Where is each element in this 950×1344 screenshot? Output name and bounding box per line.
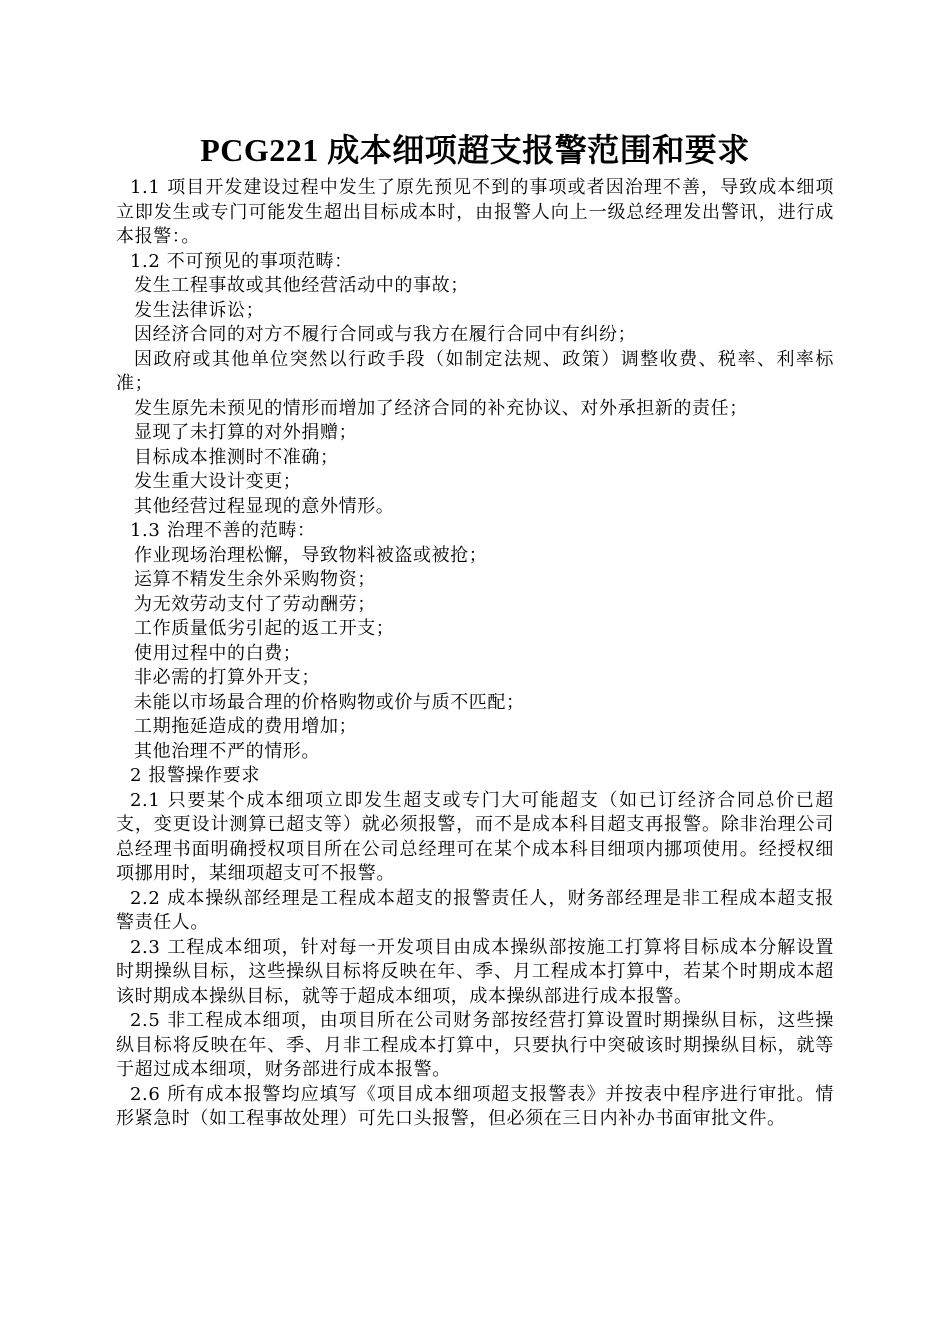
paragraph-2-6: 2.6 所有成本报警均应填写《项目成本细项超支报警表》并按表中程序进行审批。情形紧急时（如工程事故处理）可先口头报警，但必须在三日内补办书面审批文件。 [116,1083,834,1129]
list-item: 为无效劳动支付了劳动酬劳； [134,593,376,615]
list-item: 其他治理不严的情形。 [134,740,320,762]
list-item: 工期拖延造成的费用增加； [134,716,358,737]
section-2-heading: 2 报警操作要求 [130,765,260,786]
paragraph-1-3-heading: 1.3 治理不善的范畴： [130,520,316,541]
paragraph-2-1: 2.1 只要某个成本细项立即发生超支或专门大可能超支（如已订经济合同总价已超支，变更设计测算已超支等）就必须报警，而不是成本科目超支再报警。除非治理公司总经理书面明确授权项目所在公司总经理可在某个成本科目细项内挪项使用。经授权细项挪用时，某细项超支可不报警。 [116,789,834,884]
list-item: 工作质量低劣引起的返工开支； [134,618,395,639]
list-item: 其他经营过程显现的意外情形。 [134,495,395,517]
list-item: 因政府或其他单位突然以行政手段（如制定法规、政策）调整收费、税率、利率标准； [116,348,834,394]
document-title: PCG221 成本细项超支报警范围和要求 [200,132,750,168]
paragraph-1-1: 1.1 项目开发建设过程中发生了原先预见不到的事项或者因治理不善，导致成本细项立即发生或专门可能发生超出目标成本时，由报警人向上一级总经理发出警讯，进行成本报警：。 [116,177,834,247]
list-item: 非必需的打算外开支； [134,667,320,688]
list-item: 未能以市场最合理的价格购物或价与质不匹配； [134,691,525,713]
list-item: 发生工程事故或其他经营活动中的事故； [134,275,469,296]
list-item: 因经济合同的对方不履行合同或与我方在履行合同中有纠纷； [134,324,637,345]
list-item: 显现了未打算的对外捐赠； [134,422,358,443]
list-item: 使用过程中的白费； [134,642,302,664]
list-item: 发生法律诉讼； [134,299,265,321]
paragraph-2-3: 2.3 工程成本细项，针对每一开发项目由成本操纵部按施工打算将目标成本分解设置时期操纵目标，这些操纵目标将反映在年、季、月工程成本打算中，若某个时期成本超该时期成本操纵目标，就等于超成本细项，成本操纵部进行成本报警。 [116,936,834,1007]
document-page [116,126,834,1132]
list-item: 作业现场治理松懈，导致物料被盗或被抢； [134,544,488,566]
paragraph-2-2: 2.2 成本操纵部经理是工程成本超支的报警责任人，财务部经理是非工程成本超支报警责任人。 [116,887,834,933]
list-item: 发生原先未预见的情形而增加了经济合同的补充协议、对外承担新的责任； [134,397,748,419]
paragraph-1-2-heading: 1.2 不可预见的事项范畴： [130,250,353,272]
paragraph-2-5: 2.5 非工程成本细项，由项目所在公司财务部按经营打算设置时期操纵目标，这些操纵目标将反映在年、季、月非工程成本打算中，只要执行中突破该时期操纵目标，就等于超过成本细项，财务部进行成本报警。 [116,1010,834,1080]
list-item: 发生重大设计变更； [134,471,302,492]
list-item: 目标成本推测时不准确； [134,446,339,468]
list-item: 运算不精发生余外采购物资； [134,569,376,590]
